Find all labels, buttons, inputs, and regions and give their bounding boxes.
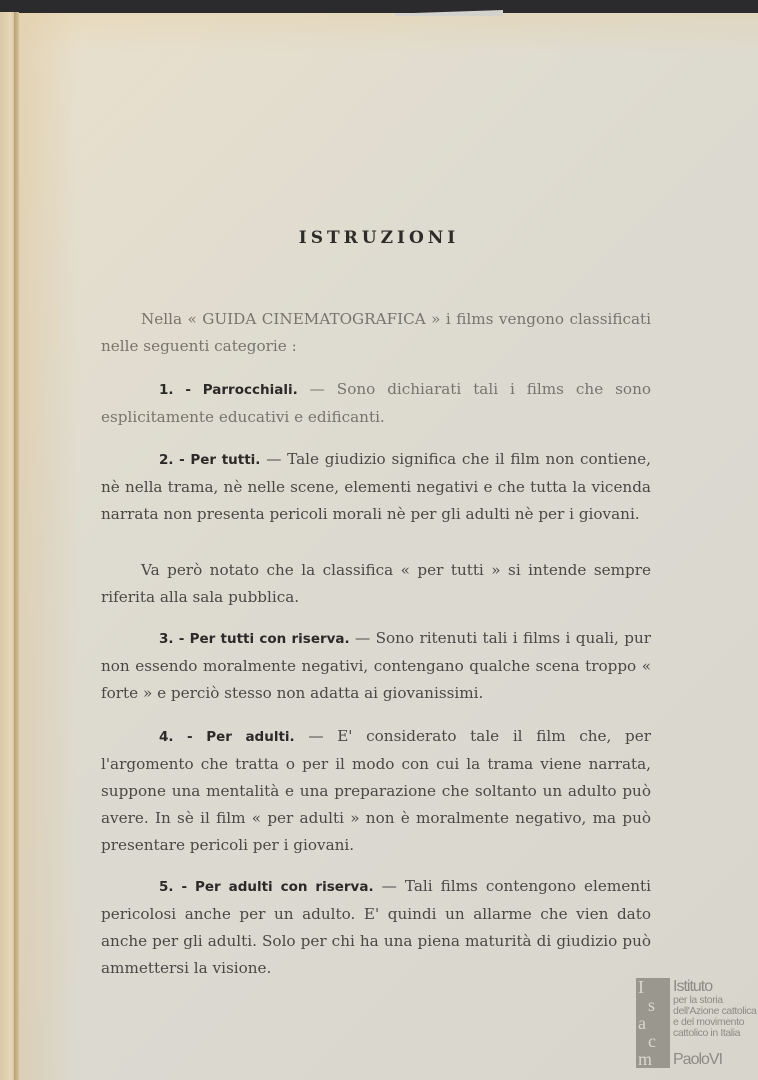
watermark-line-3: dell'Azione cattolica (673, 1005, 757, 1017)
category-5-label: 5. - Per adulti con riserva. (159, 879, 374, 895)
watermark-line-5: cattolico in Italia (673, 1027, 741, 1039)
category-5-text: — Tali films contengono elementi pericolosi anche per un adulto. E' quindi un allarme che vien dato anche per gli adulti. Solo per chi ha una piena maturità di giudizio può ammettersi la visione. (101, 877, 651, 977)
watermark-line-2: per la storia (673, 994, 723, 1006)
category-5-paragraph (101, 873, 651, 982)
category-2-paragraph (101, 446, 651, 528)
watermark-letters (636, 978, 670, 1068)
watermark-istituto: Istituto (673, 978, 713, 995)
category-2-note: Va però notato che la classifica « per tutti » si intende sempre riferita alla sala pubblica. (101, 561, 651, 606)
category-2-text: — Tale giudizio significa che il film non contiene, nè nella trama, nè nelle scene, elementi negativi e che tutta la vicenda narrata non presenta pericoli morali nè per gli adulti nè per i giovani. (101, 450, 651, 523)
watermark-letter: c (648, 1031, 656, 1051)
intro-paragraph: Nella « GUIDA CINEMATOGRAFICA » i films vengono classificati nelle seguenti categorie : (101, 310, 651, 355)
watermark-paolo-vi: PaoloVI (673, 1051, 723, 1068)
category-2-label: 2. - Per tutti. (159, 452, 261, 468)
category-4-paragraph (101, 723, 651, 859)
isacem-watermark (636, 978, 758, 1070)
category-1-text: — Sono dichiarati tali i films che sono esplicitamente educativi e edificanti. (101, 380, 651, 426)
category-4-text: — E' considerato tale il film che, per l'argomento che tratta o per il modo con cui la trama viene narrata, suppone una mentalità e una preparazione che soltanto un adulto può avere. In sè il film « per adulti » non è moralmente negativo, ma può presentare pericoli per i giovani. (101, 727, 652, 854)
watermark-line-4: e del movimento (673, 1016, 745, 1028)
watermark-letter: m (638, 1049, 653, 1069)
watermark-letter: I (638, 977, 644, 997)
category-3-text: — Sono ritenuti tali i films i quali, pur non essendo moralmente negativi, contengano qualche scena troppo « forte » e perciò stesso non adatta ai giovanissimi. (101, 629, 651, 702)
watermark-letter: s (648, 995, 656, 1015)
page-title: ISTRUZIONI (298, 228, 460, 248)
category-1-label: 1. - Parrocchiali. (159, 382, 298, 398)
category-3-label: 3. - Per tutti con riserva. (159, 631, 350, 647)
category-3-paragraph (101, 625, 651, 707)
category-1-paragraph (101, 376, 651, 431)
category-4-label: 4. - Per adulti. (159, 729, 295, 745)
watermark-letter: a (638, 1013, 646, 1033)
